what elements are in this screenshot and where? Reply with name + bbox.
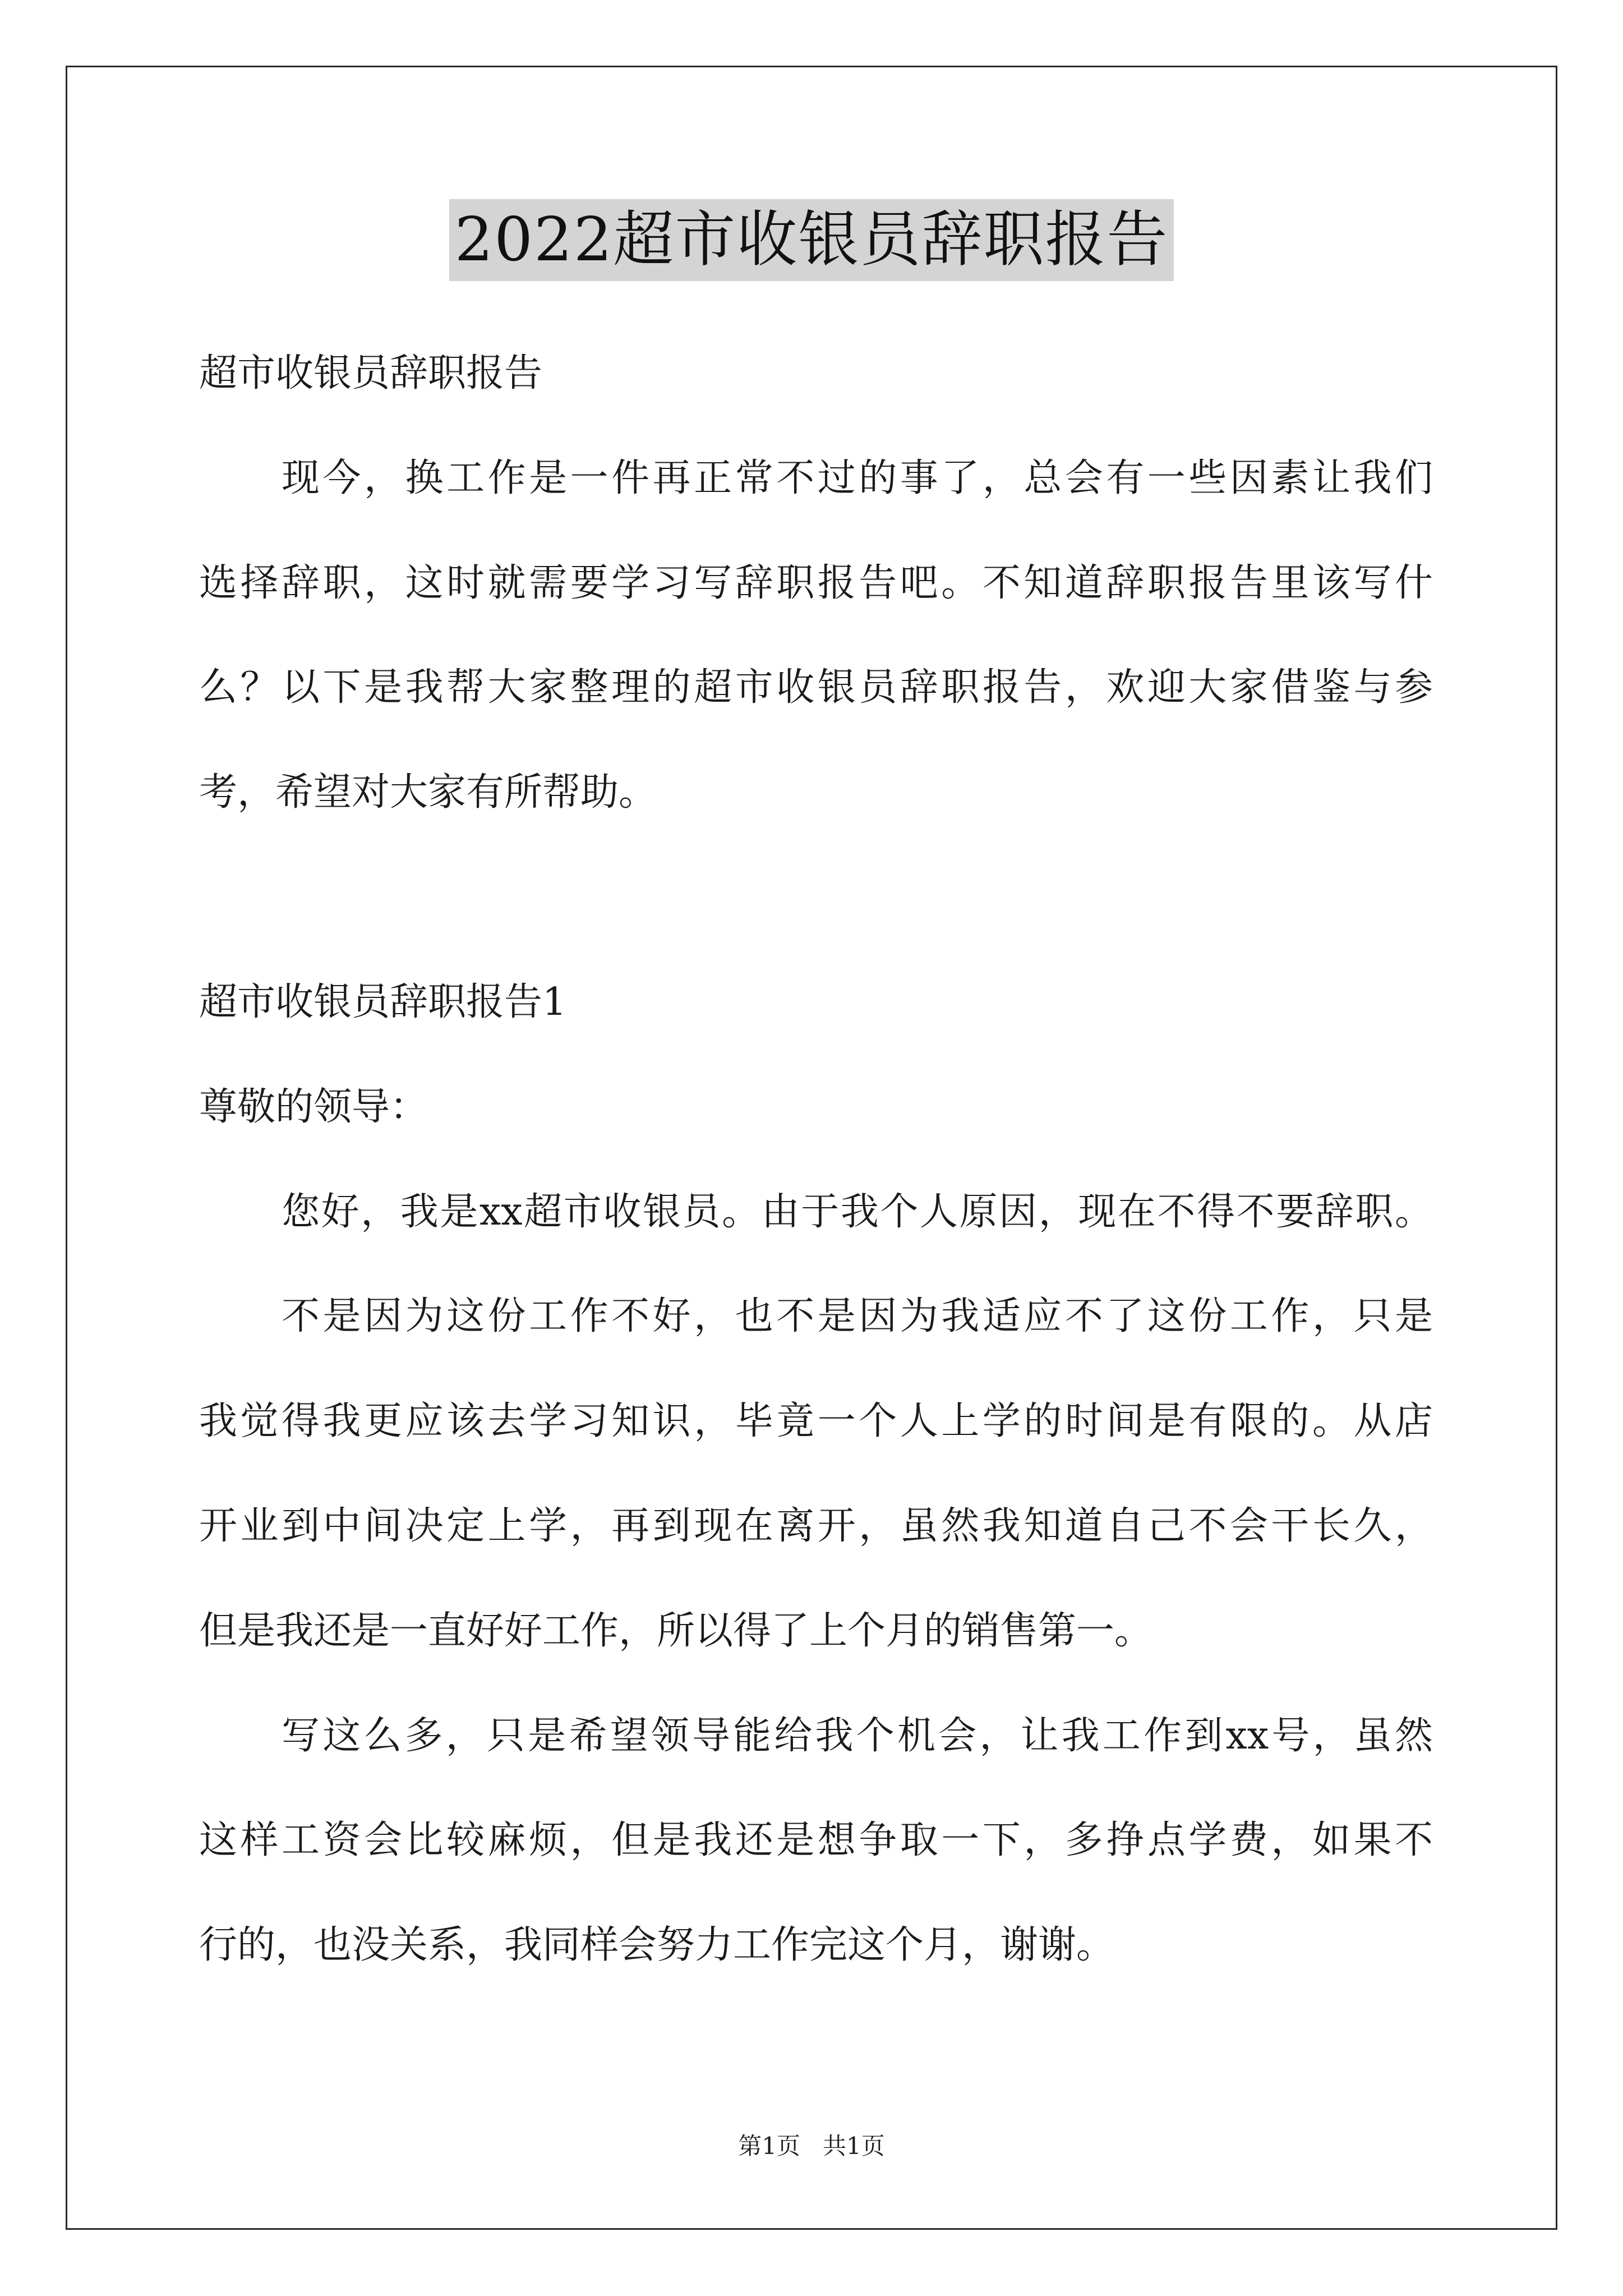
page-footer: 第1页 共1页 — [738, 2132, 885, 2160]
document-title: 2022超市收银员辞职报告 — [449, 199, 1174, 281]
paragraph-line: 您好，我是xx超市收银员。由于我个人原因，现在不得不要辞职。 — [282, 1190, 1433, 1234]
paragraph-line: 我觉得我更应该去学习知识，毕竟一个人上学的时间是有限的。从店 — [199, 1399, 1433, 1443]
intro-line: 现今，换工作是一件再正常不过的事了，总会有一些因素让我们 — [282, 456, 1433, 500]
intro-line: 选择辞职，这时就需要学习写辞职报告吧。不知道辞职报告里该写什 — [199, 561, 1433, 605]
paragraph-line: 这样工资会比较麻烦，但是我还是想争取一下，多挣点学费，如果不 — [199, 1818, 1433, 1862]
paragraph-line: 开业到中间决定上学，再到现在离开，虽然我知道自己不会干长久， — [199, 1504, 1433, 1548]
paragraph-line: 行的，也没关系，我同样会努力工作完这个月，谢谢。 — [199, 1923, 1115, 1967]
paragraph-line: 不是因为这份工作不好，也不是因为我适应不了这份工作，只是 — [282, 1294, 1433, 1338]
intro-line: 么？以下是我帮大家整理的超市收银员辞职报告，欢迎大家借鉴与参 — [199, 665, 1433, 710]
subtitle: 超市收银员辞职报告 — [199, 351, 543, 395]
salutation: 尊敬的领导： — [199, 1085, 428, 1129]
paragraph-line: 但是我还是一直好好工作，所以得了上个月的销售第一。 — [199, 1609, 1153, 1653]
intro-line: 考，希望对大家有所帮助。 — [199, 770, 657, 815]
paragraph-line: 写这么多，只是希望领导能给我个机会，让我工作到xx号，虽然 — [282, 1714, 1433, 1758]
title-container — [0, 199, 1623, 281]
section-heading: 超市收银员辞职报告1 — [199, 980, 567, 1024]
